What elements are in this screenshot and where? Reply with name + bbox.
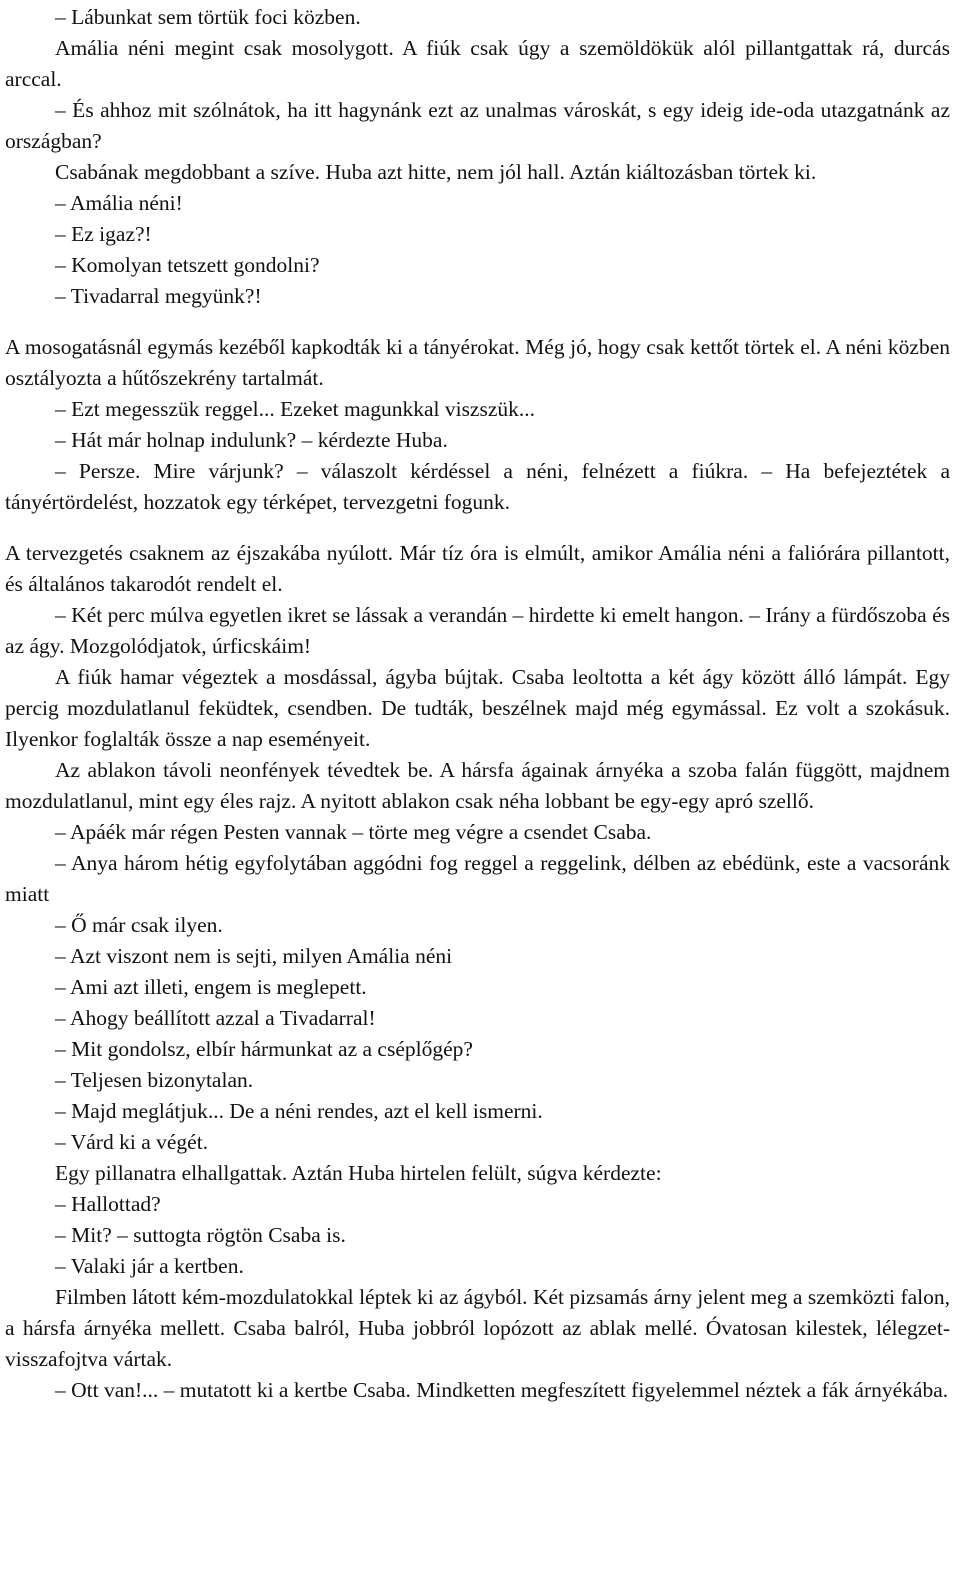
paragraph: – Ezt megesszük reggel... Ezeket magunkkal viszszük... bbox=[55, 397, 536, 421]
paragraph: – Ahogy beállított azzal a Tivadarral! bbox=[55, 1006, 376, 1030]
paragraph: A mosogatásnál egymás kezéből kapkodták ki a tányérokat. Még jó, hogy csak kettőt törtek el. A néni közben osztályozta a hűtőszekrény tartalmát. bbox=[5, 335, 950, 390]
paragraph: Amália néni megint csak mosolygott. A fiúk csak úgy a szemöldökük alól pillantgattak rá, durcás arccal. bbox=[5, 36, 950, 91]
paragraph: – Valaki jár a kertben. bbox=[55, 1254, 244, 1278]
paragraph: – Anya három hétig egyfolytában aggódni fog reggel a reggelink, délben az ebédünk, este a vacsoránk miatt bbox=[5, 851, 950, 906]
paragraph: – Két perc múlva egyetlen ikret se lássak a verandán – hirdette ki emelt hangon. – Irány a fürdőszoba és az ágy. Mozgolódjatok, úrficskáim! bbox=[5, 603, 950, 658]
paragraph: – Majd meglátjuk... De a néni rendes, azt el kell ismerni. bbox=[55, 1099, 543, 1123]
paragraph: – Apáék már régen Pesten vannak – törte meg végre a csendet Csaba. bbox=[55, 820, 652, 844]
paragraph: – Ez igaz?! bbox=[55, 222, 152, 246]
paragraph: – Komolyan tetszett gondolni? bbox=[55, 253, 320, 277]
paragraph: – Ott van!... – mutatott ki a kertbe Csaba. Mindketten megfeszített figyelemmel néztek a fák árnyékába. bbox=[55, 1378, 949, 1402]
paragraph: – Ami azt illeti, engem is meglepett. bbox=[55, 975, 367, 999]
paragraph: – Persze. Mire várjunk? – válaszolt kérdéssel a néni, felnézett a fiúkra. – Ha befejeztétek a tányértördelést, hozzatok egy térképet, tervezgetni fogunk. bbox=[5, 459, 950, 514]
paragraph: – Lábunkat sem törtük foci közben. bbox=[55, 5, 361, 29]
paragraph: Csabának megdobbant a szíve. Huba azt hitte, nem jól hall. Aztán kiáltozásban törtek ki. bbox=[55, 160, 817, 184]
paragraph: – Ő már csak ilyen. bbox=[55, 913, 223, 937]
paragraph: A tervezgetés csaknem az éjszakába nyúlott. Már tíz óra is elmúlt, amikor Amália néni a faliórára pillantott, és általános takarodót rendelt el. bbox=[5, 541, 950, 596]
paragraph: – Amália néni! bbox=[55, 191, 183, 215]
paragraph: A fiúk hamar végeztek a mosdással, ágyba bújtak. Csaba leoltotta a két ágy között álló lámpát. Egy percig mozdulatlanul feküdtek, csendben. De tudták, beszélnek majd még egymással. Ez volt a szokásuk. Ilyenkor foglalták össze a nap eseményeit. bbox=[5, 665, 950, 751]
paragraph: – És ahhoz mit szólnátok, ha itt hagynánk ezt az unalmas városkát, s egy ideig ide-oda utazgatnánk az országban? bbox=[5, 98, 950, 153]
paragraph: – Teljesen bizonytalan. bbox=[55, 1068, 254, 1092]
paragraph: Filmben látott kém-mozdulatokkal léptek ki az ágyból. Két pizsamás árny jelent meg a szemközti falon, a hársfa árnyéka mellett. Csaba balról, Huba jobbról lopózott az ablak mellé. Óvatosan kilestek, lélegzet-visszafojtva vártak. bbox=[5, 1285, 950, 1371]
paragraph: – Hát már holnap indulunk? – kérdezte Huba. bbox=[55, 428, 448, 452]
paragraph: Az ablakon távoli neonfények tévedtek be. A hársfa ágainak árnyéka a szoba falán függött, majdnem mozdulatlanul, mint egy éles rajz. A nyitott ablakon csak néha lobbant be egy-egy apró szellő. bbox=[5, 758, 950, 813]
paragraph: – Várd ki a végét. bbox=[55, 1130, 209, 1154]
paragraph: Egy pillanatra elhallgattak. Aztán Huba hirtelen felült, súgva kérdezte: bbox=[55, 1161, 662, 1185]
paragraph: – Mit gondolsz, elbír hármunkat az a cséplőgép? bbox=[55, 1037, 473, 1061]
paragraph: – Tivadarral megyünk?! bbox=[55, 284, 262, 308]
paragraph: – Mit? – suttogta rögtön Csaba is. bbox=[55, 1223, 346, 1247]
paragraph: – Hallottad? bbox=[55, 1192, 161, 1216]
paragraph: – Azt viszont nem is sejti, milyen Amália néni bbox=[55, 944, 453, 968]
